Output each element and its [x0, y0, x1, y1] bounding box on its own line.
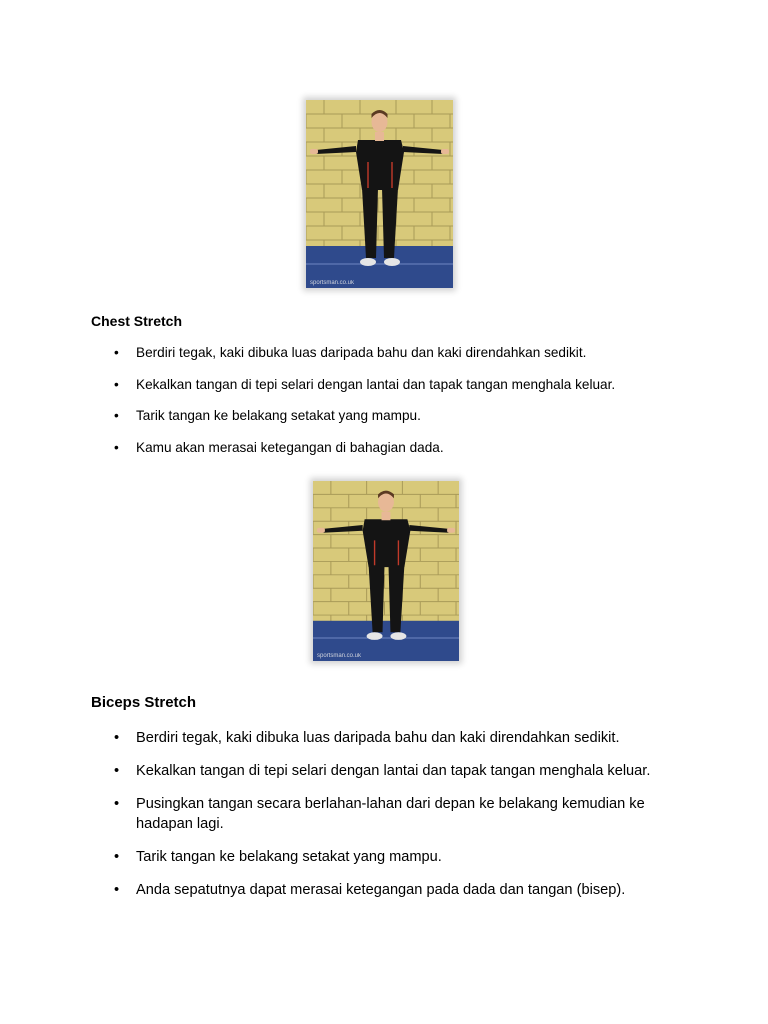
photo-watermark: sportsman.co.uk [317, 653, 362, 659]
bullet-icon: • [114, 376, 119, 392]
bullet-icon: • [114, 849, 120, 865]
list-item-text: Berdiri tegak, kaki dibuka luas daripada bahu dan kaki direndahkan sedikit. [136, 345, 587, 360]
list-item [110, 847, 670, 867]
bullet-icon: • [114, 796, 120, 812]
biceps-stretch-photo [313, 481, 459, 661]
photo-watermark: sportsman.co.uk [310, 280, 355, 286]
list-item [110, 440, 615, 456]
list-item-text: Berdiri tegak, kaki dibuka luas daripada bahu dan kaki direndahkan sedikit. [136, 730, 620, 746]
man-arms-outstretched-icon [313, 481, 459, 661]
list-item-text: Pusingkan tangan secara berlahan-lahan dari depan ke belakang kemudian ke hadapan lagi. [136, 796, 645, 832]
chest-stretch-instructions [110, 345, 615, 471]
list-item-text: Tarik tangan ke belakang setakat yang mampu. [136, 408, 421, 423]
bullet-icon: • [114, 882, 120, 898]
list-item-text: Tarik tangan ke belakang setakat yang mampu. [136, 849, 442, 865]
biceps-stretch-instructions [110, 728, 670, 913]
bullet-icon: • [114, 439, 119, 455]
chest-stretch-photo [306, 100, 453, 288]
section-heading-biceps-stretch: Biceps Stretch [91, 694, 197, 711]
section-heading-chest-stretch: Chest Stretch [91, 313, 183, 329]
list-item [110, 377, 615, 393]
list-item [110, 345, 615, 361]
list-item [110, 794, 670, 834]
bullet-icon: • [114, 763, 120, 779]
list-item-text: Anda sepatutnya dapat merasai ketegangan pada dada dan tangan (bisep). [136, 882, 626, 898]
list-item-text: Kamu akan merasai ketegangan di bahagian dada. [136, 439, 444, 455]
list-item-text: Kekalkan tangan di tepi selari dengan lantai dan tapak tangan menghala keluar. [136, 763, 651, 779]
man-arms-outstretched-icon [306, 100, 453, 288]
list-item [110, 728, 670, 748]
bullet-icon: • [114, 408, 119, 423]
bullet-icon: • [114, 730, 120, 746]
list-item [110, 880, 670, 900]
list-item [110, 408, 615, 424]
bullet-icon: • [114, 345, 119, 360]
list-item-text: Kekalkan tangan di tepi selari dengan lantai dan tapak tangan menghala keluar. [136, 376, 616, 392]
list-item [110, 761, 670, 781]
